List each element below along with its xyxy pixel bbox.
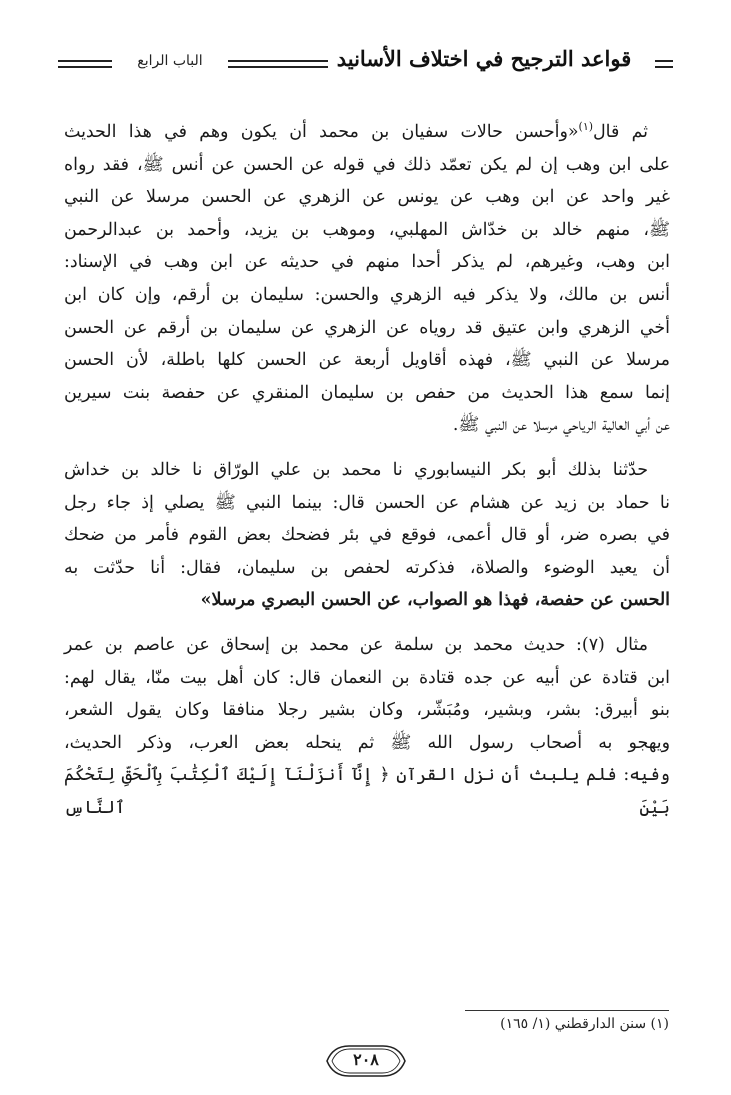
paragraph-3 <box>64 629 670 825</box>
text-line: عن أبي العالية الرياحي مرسلا عن النبي ﷺ. <box>452 415 670 436</box>
text-line: الحسن عن حفصة، فهذا هو الصواب، عن الحسن البصري مرسلا» <box>200 590 670 611</box>
text-line <box>64 116 670 149</box>
footnote-marker: (١) <box>578 120 594 134</box>
header-ornament-middle <box>228 60 328 68</box>
text-line: إنما سمع هذا الحديث من حفص بن سليمان المنقري عن حفصة بنت سيرين <box>64 382 670 403</box>
paragraph-1 <box>64 116 670 442</box>
book-title: قواعد الترجيح في اختلاف الأسانيد <box>336 46 632 71</box>
text-line: مرسلا عن النبي ﷺ، فهذه أقاويل أربعة عن الحسن كلها باطلة، لأن الحسن <box>64 350 670 371</box>
text-line: مثال (٧): حديث محمد بن سلمة عن محمد بن إسحاق عن عاصم بن عمر <box>64 634 648 655</box>
text-line: حدّثنا بذلك أبو بكر النيسابوري نا محمد بن علي الورّاق نا خالد بن خداش <box>64 459 648 480</box>
page-number-frame <box>325 1044 407 1078</box>
chapter-title: الباب الرابع <box>137 53 203 69</box>
text-line: غير واحد عن ابن وهب عن يونس عن الزهري عن الحسن مرسلا عن النبي <box>64 187 670 208</box>
text-line: في بصره ضر، أو قال أعمى، فوقع في بئر فضحك بعض القوم فأمر من ضحك <box>64 525 670 546</box>
text-line: ابن قتادة عن أبيه عن جده قتادة بن النعمان قال: كان أهل بيت منّا، يقال لهم: <box>64 667 670 688</box>
running-header <box>58 44 673 84</box>
text-line: ﷺ، منهم خالد بن خدّاش المهلبي، وموهب بن يزيد، وأحمد بن عبدالرحمن <box>64 219 670 240</box>
text-line: ابن وهب، وغيرهم، لم يذكر أحدا منهم في حديثه عن ابن وهب في الإسناد: <box>64 252 670 273</box>
page-number: ٢٠٨ <box>353 1050 379 1069</box>
footnote-separator <box>465 1010 669 1011</box>
text-line: وفيه: فلم يلبث أن نزل القرآن ﴿ إِنَّآ أَنزَلْنَآ إِلَيْكَ ٱلْكِتَٰبَ بِٱلْحَقِّ لِتَحْكُمَ بَيْنَ ٱلنَّاسِ <box>64 765 670 818</box>
paragraph-2 <box>64 454 670 617</box>
body-text <box>64 116 670 836</box>
header-ornament-right <box>655 60 673 68</box>
text-line: بنو أبيرق: بشر، وبشير، ومُبَشّر، وكان بشير رجلا منافقا وكان يقول الشعر، <box>64 700 670 721</box>
text-line: على ابن وهب إن لم يكن تعمّد ذلك في قوله عن الحسن عن أنس ﷺ، فقد رواه <box>64 154 670 175</box>
text-line: أخي الزهري وابن عتيق قد روياه عن الزهري عن سليمان بن أرقم عن الحسن <box>64 317 670 338</box>
text-line-content: ثم قال$^{(١)}$«وأحسن حالات سفيان بن محمد أن يكون وهم في هذا الحديث <box>64 120 648 142</box>
text-line: ويهجو به أصحاب رسول الله ﷺ ثم ينحله بعض العرب، وذكر الحديث، <box>64 732 670 753</box>
footnote: (١) سنن الدارقطني (١/ ١٦٥) <box>500 1016 669 1032</box>
header-ornament-left <box>58 60 112 68</box>
text-line: نا حماد بن زيد عن هشام عن الحسن قال: بينما النبي ﷺ يصلي إذ جاء رجل <box>64 492 670 513</box>
text-line: أن يعيد الوضوء والصلاة، فذكرته لحفص بن سليمان، فقال: أنا حدّثت به <box>64 557 670 578</box>
text-line: أنس بن مالك، ولا يذكر فيه الزهري والحسن: سليمان بن أرقم، وإن كان ابن <box>64 284 671 305</box>
